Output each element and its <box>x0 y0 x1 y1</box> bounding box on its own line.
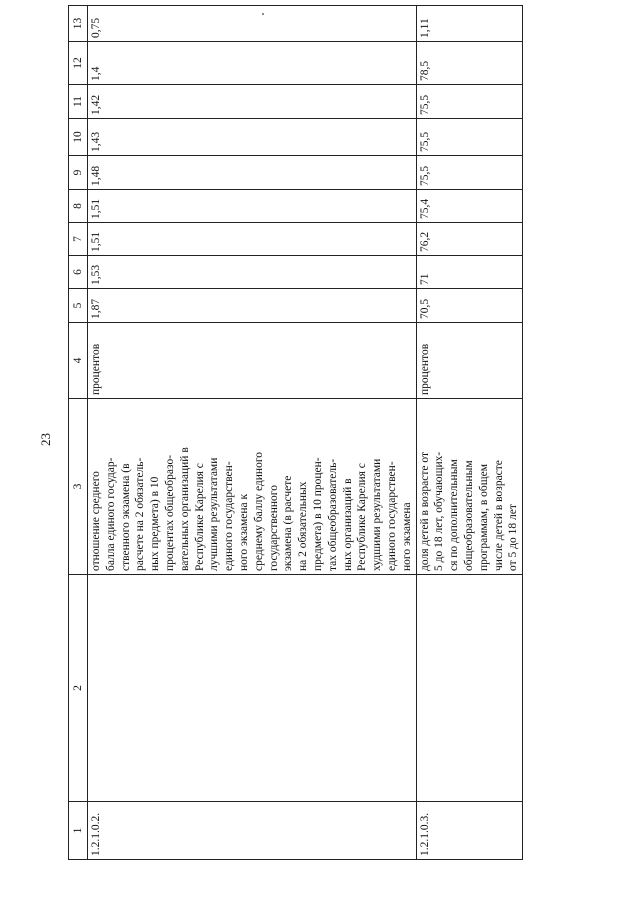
table-row <box>416 6 523 860</box>
column-header: 4 <box>69 323 88 399</box>
row-col2 <box>416 575 523 802</box>
row-value: 75,5 <box>416 119 523 156</box>
column-header: 1 <box>69 802 88 860</box>
row-value: 0,75 <box>88 6 417 42</box>
row-code: 1.2.1.0.3. <box>416 802 523 860</box>
row-value: 78,5 <box>416 42 523 85</box>
row-value: 1,48 <box>88 156 417 190</box>
rotated-table-container <box>68 17 520 860</box>
row-value: 70,5 <box>416 289 523 323</box>
row-value: 75,4 <box>416 190 523 223</box>
column-header: 11 <box>69 85 88 119</box>
table-row <box>88 6 417 860</box>
column-header: 3 <box>69 399 88 575</box>
row-value: 1,11 <box>416 6 523 42</box>
row-unit: процентов <box>416 323 523 399</box>
row-value: 1,4 <box>88 42 417 85</box>
row-description: доля детей в возрасте от 5 до 18 лет, обучающих- ся по дополнительным общеобразовательным программам, в общем числе детей в возрасте от 5 до 18 лет <box>416 399 523 575</box>
row-value: 1,43 <box>88 119 417 156</box>
column-header: 2 <box>69 575 88 802</box>
column-header: 9 <box>69 156 88 190</box>
header-row <box>69 6 88 860</box>
row-value: 1,87 <box>88 289 417 323</box>
row-value: 71 <box>416 256 523 289</box>
column-header: 12 <box>69 42 88 85</box>
row-unit: процентов <box>88 323 417 399</box>
row-description: отношение среднего балла единого государ- ственного экзамена (в расчете на 2 обязатель- ных предмета) в 10 процентах общеобразо- вательных организаций в Республике Карелия с лучшими результатами единого государствен- ного экзамена к среднему баллу единого государственного экзамена (в расчете на 2 обязательных предмета) в 10 процен- тах общеобразователь- ных организаций в Республике Карелия с худшими результатами единого государствен- ного экзамена <box>88 399 417 575</box>
column-header: 10 <box>69 119 88 156</box>
column-header: 6 <box>69 256 88 289</box>
column-header: 5 <box>69 289 88 323</box>
row-value: 76,2 <box>416 223 523 256</box>
row-col2 <box>88 575 417 802</box>
column-header: 8 <box>69 190 88 223</box>
column-header: 13 <box>69 6 88 42</box>
row-value: 75,5 <box>416 156 523 190</box>
row-value: 75,5 <box>416 85 523 119</box>
row-code: 1.2.1.0.2. <box>88 802 417 860</box>
page-number: 23 <box>38 433 53 446</box>
column-header: 7 <box>69 223 88 256</box>
row-value: 1,53 <box>88 256 417 289</box>
row-value: 1,42 <box>88 85 417 119</box>
indicators-table <box>68 5 523 860</box>
row-value: 1,51 <box>88 190 417 223</box>
row-value: 1,51 <box>88 223 417 256</box>
